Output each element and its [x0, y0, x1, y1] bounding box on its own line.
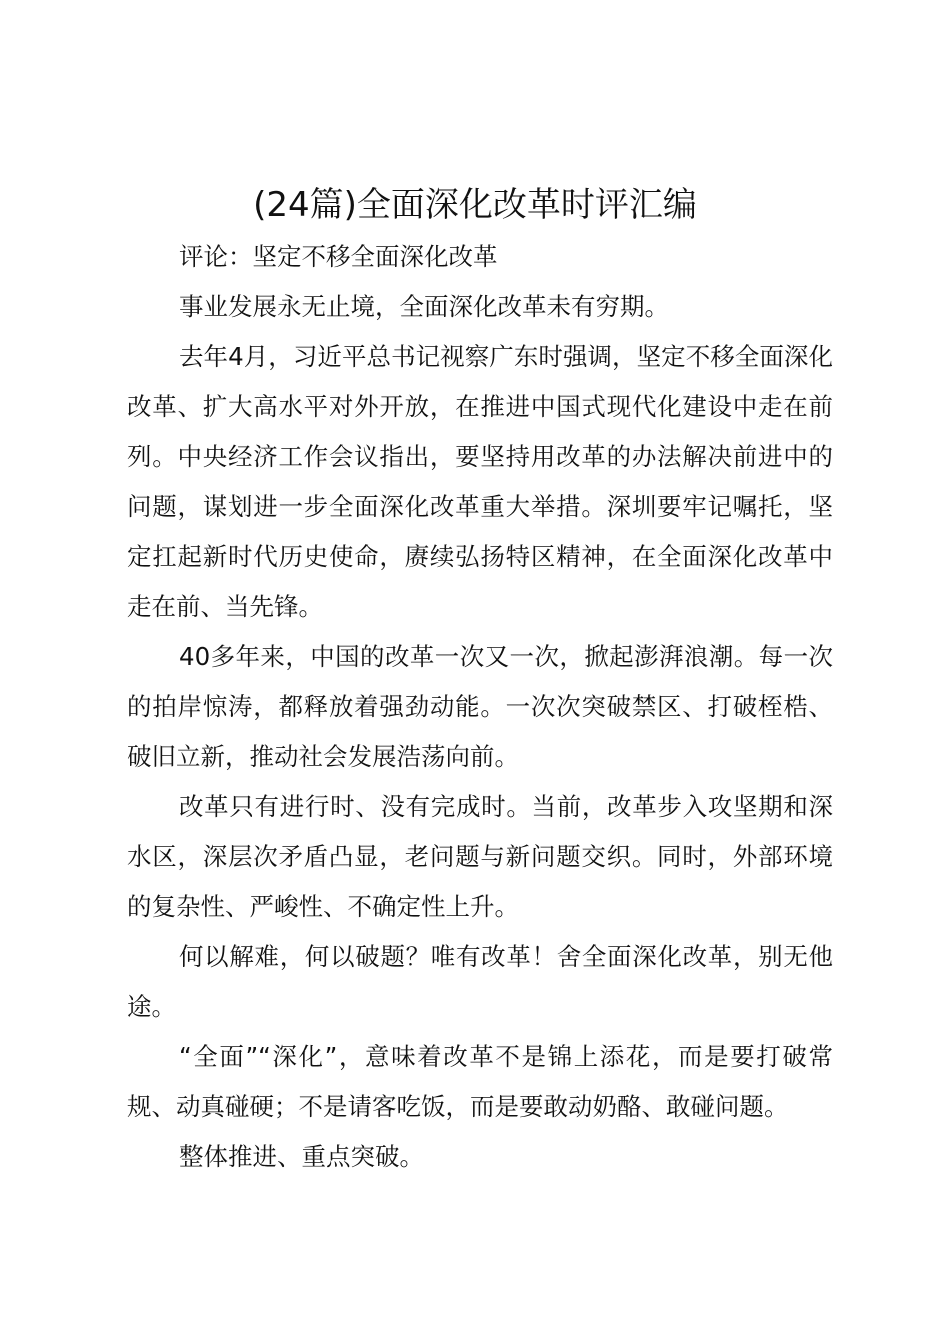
paragraph: “全面”“深化”，意味着改革不是锦上添花，而是要打破常规、动真碰硬；不是请客吃饭，而是要敢动奶酪、敢碰问题。	[127, 1042, 833, 1121]
paragraph: 事业发展永无止境，全面深化改革未有穷期。	[179, 292, 669, 321]
paragraph: 40多年来，中国的改革一次又一次，掀起澎湃浪潮。每一次的拍岸惊涛，都释放着强劲动能。一次次突破禁区、打破桎梏、破旧立新，推动社会发展浩荡向前。	[127, 642, 833, 771]
paragraph-subtitle: 评论：坚定不移全面深化改革	[179, 242, 498, 271]
paragraph: 何以解难，何以破题？唯有改革！舍全面深化改革，别无他途。	[127, 942, 833, 1021]
paragraph: 去年4月，习近平总书记视察广东时强调，坚定不移全面深化改革、扩大高水平对外开放，在推进中国式现代化建设中走在前列。中央经济工作会议指出，要坚持用改革的办法解决前进中的问题，谋划进一步全面深化改革重大举措。深圳要牢记嘱托，坚定扛起新时代历史使命，赓续弘扬特区精神，在全面深化改革中走在前、当先锋。	[127, 342, 833, 621]
document-title: (24篇)全面深化改革时评汇编	[253, 185, 697, 225]
document-body	[127, 232, 833, 1182]
paragraph: 整体推进、重点突破。	[179, 1142, 424, 1171]
paragraph: 改革只有进行时、没有完成时。当前，改革步入攻坚期和深水区，深层次矛盾凸显，老问题与新问题交织。同时，外部环境的复杂性、严峻性、不确定性上升。	[127, 792, 833, 921]
